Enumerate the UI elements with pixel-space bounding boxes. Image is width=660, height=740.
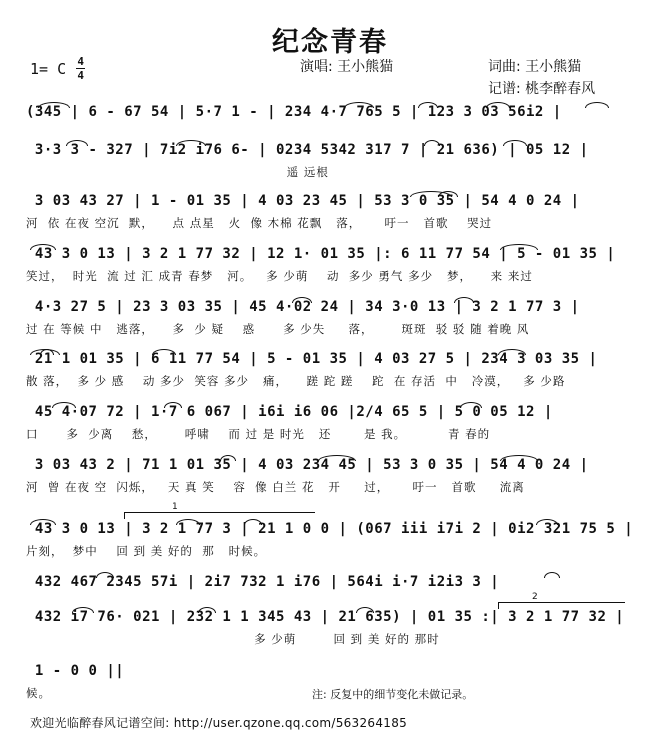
notation-line: 4·3 27 5 | 23 3 03 35 | 45 4·02 24 | 34 3·0 13 | 3 2 1 77 3 |	[26, 299, 580, 315]
notation-line: 432 i7 76· 021 | 232 1 1 345 43 | 21 635) | 01 35 :| 3 2 1 77 32 |	[26, 609, 625, 625]
tie-slur	[176, 519, 200, 525]
volta-bracket-1	[124, 512, 315, 519]
key-label: 1= C	[30, 59, 67, 78]
notation-line: 45 4·07 72 | 1·7 6 067 | i6i i6 06 |2/4 65 5 | 5 0 05 12 |	[26, 404, 553, 420]
lyric-line: 散 落， 多 少 感 动 多少 笑容 多少 痛， 蹉 跎 蹉 跎 在 存活 中 冷漠， 多 少路	[26, 374, 566, 388]
notation-line: 3 03 43 27 | 1 - 01 35 | 4 03 23 45 | 53 3 0 35 | 54 4 0 24 |	[26, 193, 580, 209]
transcriber-credit: 记谱: 桃李醉春风	[488, 81, 596, 97]
tie-slur	[72, 607, 94, 613]
lyric-line: 河 曾 在夜 空 闪烁， 天 真 笑 容 像 白兰 花 开 过， 吁一 首歌 流离	[26, 480, 525, 494]
tie-slur	[40, 349, 54, 355]
composer-credit: 词曲: 王小熊猫	[488, 59, 582, 75]
tie-slur	[438, 191, 458, 197]
tie-slur	[30, 519, 56, 525]
tie-slur	[454, 297, 474, 303]
notation-line: 1 - 0 0 ||	[26, 663, 125, 679]
tie-slur	[536, 519, 558, 525]
tie-slur	[96, 572, 114, 578]
tie-slur	[460, 402, 482, 408]
volta-number-1: 1	[172, 502, 178, 512]
tie-slur	[318, 455, 356, 461]
key-signature	[30, 56, 85, 81]
footer-note: 注: 反复中的细节变化未做记录。	[312, 688, 474, 701]
tie-slur	[418, 102, 438, 108]
tie-slur	[292, 297, 312, 303]
tie-slur	[66, 140, 88, 146]
time-signature	[76, 56, 85, 81]
tie-slur	[52, 402, 76, 408]
lyric-line: 口 多 少离 愁， 呼啸 而 过 是 时光 还 是 我。 青 春的	[26, 427, 491, 441]
notation-line: 432 467 2345 57i | 2i7 732 1 i76 | 564i i·7 i2i3 3 |	[26, 574, 500, 590]
tie-slur	[198, 607, 216, 613]
tie-slur	[424, 140, 440, 146]
tie-slur	[244, 519, 262, 525]
notation-line: 3 03 43 2 | 71 1 01 35 | 4 03 234 45 | 53 3 0 35 | 54 4 0 24 |	[26, 457, 589, 473]
lyric-line: 河 依 在夜 空沉 默， 点 点星 火 像 木棉 花飘 落， 吁一 首歌 哭过	[26, 216, 493, 230]
tie-slur	[176, 140, 206, 146]
lyric-line: 笑过， 时光 流 过 汇 成青 春梦 河。 多 少萌 动 多少 勇气 多少 梦， 来 来过	[26, 269, 533, 283]
time-signature-bottom: 4	[77, 69, 84, 82]
tie-slur	[585, 102, 609, 108]
footer-site: 欢迎光临醉春风记谱空间: http://user.qzone.qq.com/563264185	[30, 716, 408, 730]
lyric-line: 候。	[26, 686, 51, 700]
tie-slur	[500, 455, 538, 461]
tie-slur	[544, 572, 560, 578]
volta-bracket-2	[498, 602, 625, 609]
tie-slur	[486, 102, 510, 108]
notation-line: 43 3 0 13 | 3 2 1 77 3 | 21 1 0 0 | (067 iii i7i 2 | 0i2 321 75 5 |	[26, 521, 634, 537]
tie-slur	[164, 402, 182, 408]
tie-slur	[503, 140, 527, 146]
tie-slur	[220, 455, 236, 461]
notation-line: 3·3 3 - 327 | 7i2 i76 6- | 0234 5342 317 7 | 21 636) | 05 12 |	[26, 142, 589, 158]
time-signature-top: 4	[77, 55, 84, 68]
lyric-line: 过 在 等候 中 逃落， 多 少 疑 惑 多 少失 落， 斑斑 驳 驳 随 着晚 风	[26, 322, 530, 336]
notation-line: 43 3 0 13 | 3 2 1 77 32 | 12 1· 01 35 |: 6 11 77 54 | 5 - 01 35 |	[26, 246, 616, 262]
volta-number-2: 2	[532, 592, 538, 602]
song-title: 纪念青春	[272, 27, 388, 58]
notation-line: 21 1 01 35 | 6 11 77 54 | 5 - 01 35 | 4 03 27 5 | 234 3 03 35 |	[26, 351, 598, 367]
lyric-line: 多 少萌 回 到 美 好的 那时	[26, 632, 440, 646]
tie-slur	[152, 349, 176, 355]
notation-line: (345 | 6 - 67 54 | 5·7 1 - | 234 4·7 765 5 | 123 3 03 56i2 |	[26, 104, 562, 120]
tie-slur	[38, 102, 70, 108]
tie-slur	[500, 244, 538, 250]
tie-slur	[30, 244, 56, 250]
tie-slur	[356, 607, 374, 613]
lyric-line: 片刻， 梦中 回 到 美 好的 那 时候。	[26, 544, 267, 558]
singer-credit: 演唱: 王小熊猫	[300, 59, 394, 75]
tie-slur	[344, 102, 374, 108]
lyric-line: 遥 远根	[26, 165, 329, 179]
tie-slur	[498, 349, 526, 355]
